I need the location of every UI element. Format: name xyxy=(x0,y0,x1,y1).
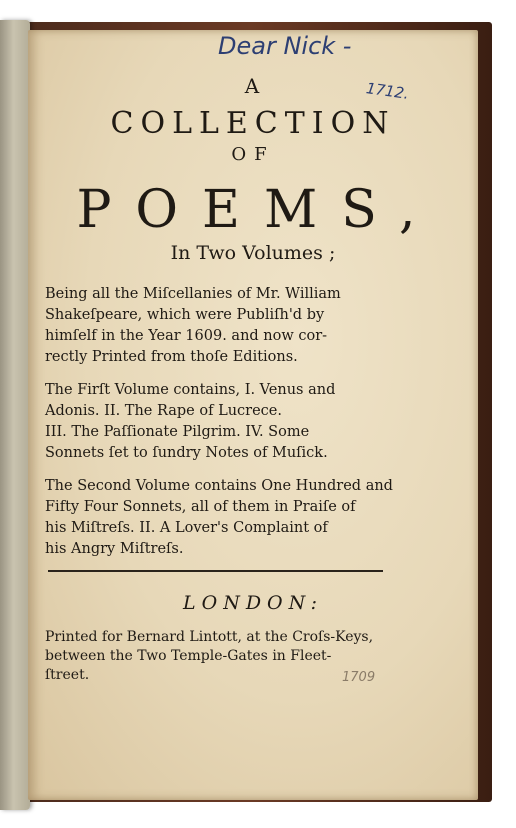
description-p2-line2: Adonis. II. The Rape of Lucrece. xyxy=(45,403,282,419)
title-page xyxy=(28,30,478,800)
description-p1-line2: Shakeſpeare, which were Publiſh'd by xyxy=(45,307,325,323)
description-p1-line4: rectly Printed from thoſe Editions. xyxy=(45,349,298,365)
front-cover-edge xyxy=(0,20,30,810)
title-of: OF xyxy=(231,144,275,165)
imprint-line2: between the Two Temple-Gates in Fleet- xyxy=(45,648,332,664)
title-collection: COLLECTION xyxy=(110,106,396,141)
divider-rule xyxy=(48,570,383,572)
handwritten-year: 1712. xyxy=(364,79,410,103)
imprint-line1: Printed for Bernard Lintott, at the Croſs-Keys, xyxy=(45,629,374,645)
description-p3-line1: The Second Volume contains One Hundred and xyxy=(45,478,393,494)
description-p2-line4: Sonnets ſet to ſundry Notes of Muſick. xyxy=(45,445,328,461)
description-p3-line4: his Angry Miſtreſs. xyxy=(45,541,184,557)
imprint-city: LONDON: xyxy=(183,592,323,614)
title-volumes: In Two Volumes ; xyxy=(170,242,336,264)
description-p3-line3: his Miſtreſs. II. A Lover's Complaint of xyxy=(45,520,328,536)
description-p2-line1: The Firſt Volume contains, I. Venus and xyxy=(45,382,336,398)
description-p1-line3: himſelf in the Year 1609. and now cor- xyxy=(45,328,328,344)
imprint-line3: ſtreet. xyxy=(45,667,90,683)
pencil-annotation: 1709 xyxy=(342,670,376,685)
title-poems: POEMS, xyxy=(76,180,440,240)
description-p1-line1: Being all the Miſcellanies of Mr. William xyxy=(45,286,341,302)
handwritten-inscription: Dear Nick - xyxy=(218,32,352,60)
title-article: A xyxy=(244,74,262,98)
description-p2-line3: III. The Paſſionate Pilgrim. IV. Some xyxy=(45,424,310,440)
description-p3-line2: Fifty Four Sonnets, all of them in Praiſe of xyxy=(45,499,356,515)
